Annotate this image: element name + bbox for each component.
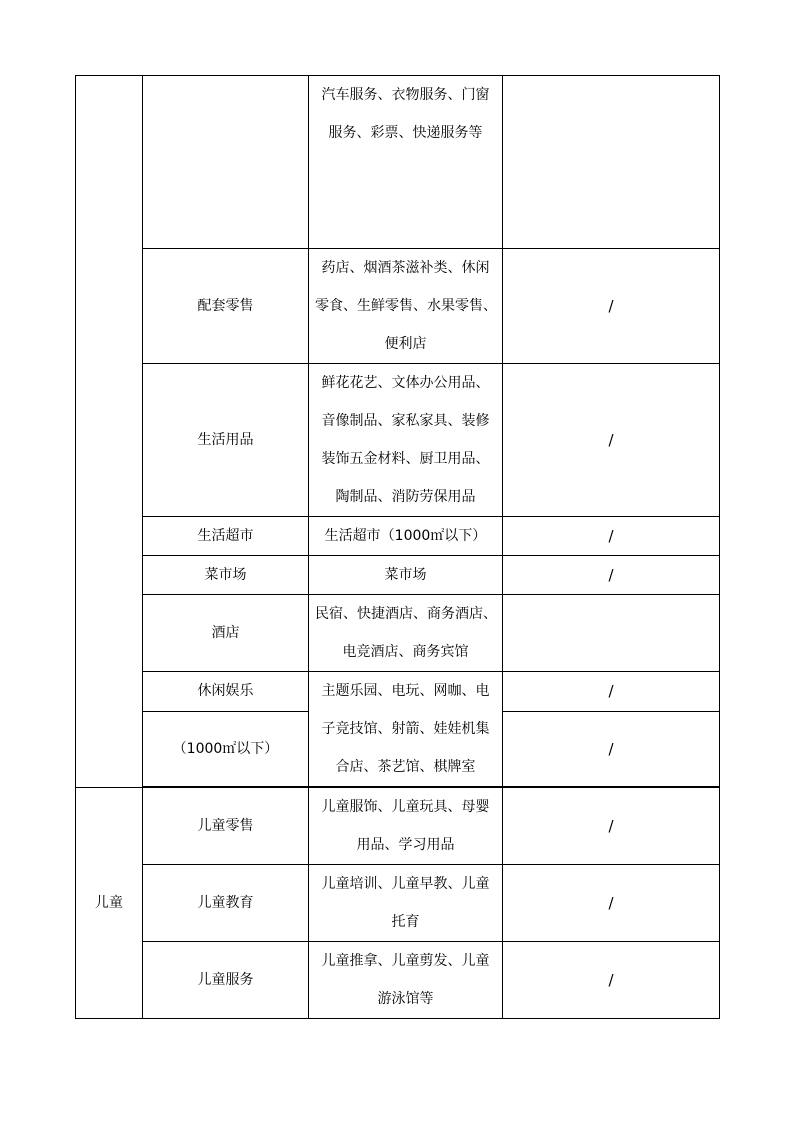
- description-line: 药店、烟酒茶滋补类、休闲: [321, 260, 490, 276]
- table-row: [76, 672, 720, 712]
- subcategory-cell: 儿童服务: [143, 942, 309, 1019]
- description-line: 民宿、快捷酒店、商务酒店、: [315, 606, 497, 622]
- description-cell: [309, 865, 503, 942]
- description-line: 服务、彩票、快递服务等: [328, 125, 483, 141]
- description-cell: [309, 595, 503, 672]
- description-line: 便利店: [384, 336, 427, 352]
- table-row: [76, 249, 720, 364]
- description-cell: [309, 788, 503, 865]
- mark-cell: /: [503, 364, 720, 517]
- table-row: [76, 942, 720, 1019]
- description-cell: [309, 249, 503, 364]
- mark-cell: [503, 595, 720, 672]
- mark-cell: /: [503, 942, 720, 1019]
- table-row: [76, 76, 720, 249]
- table-row: [76, 595, 720, 672]
- subcategory-cell: 儿童零售: [143, 788, 309, 865]
- description-line: 零食、生鲜零售、水果零售、: [315, 298, 497, 314]
- mark-cell: [503, 76, 720, 249]
- description-line: 生活超市（1000㎡以下）: [324, 528, 487, 544]
- description-line: 音像制品、家私家具、装修: [321, 413, 490, 429]
- description-cell: [309, 556, 503, 595]
- description-cell: [309, 76, 503, 249]
- table-row: [76, 364, 720, 517]
- table-row: [76, 517, 720, 556]
- description-line: 游泳馆等: [377, 991, 434, 1007]
- subcategory-cell: [143, 76, 309, 249]
- subcategory-cell: 生活超市: [143, 517, 309, 556]
- description-cell: [309, 672, 503, 787]
- description-line: 菜市场: [384, 567, 427, 583]
- mark-cell: /: [503, 711, 720, 786]
- table-row: [76, 556, 720, 595]
- category-table: [75, 75, 720, 1019]
- mark-cell: /: [503, 249, 720, 364]
- description-line: 子竞技馆、射箭、娃娃机集: [321, 721, 490, 737]
- table-row: [76, 865, 720, 942]
- description-line: 电竞酒店、商务宾馆: [342, 644, 469, 660]
- subcategory-cell: 配套零售: [143, 249, 309, 364]
- subcategory-note-cell: （1000㎡以下）: [143, 711, 309, 786]
- description-cell: [309, 517, 503, 556]
- category-cell: 儿童: [76, 788, 143, 1019]
- description-line: 汽车服务、衣物服务、门窗: [321, 87, 490, 103]
- description-line: 鲜花花艺、文体办公用品、: [321, 375, 490, 391]
- subcategory-cell: 菜市场: [143, 556, 309, 595]
- description-line: 装饰五金材料、厨卫用品、: [321, 451, 490, 467]
- mark-cell: /: [503, 788, 720, 865]
- description-cell: [309, 364, 503, 517]
- table-row: [76, 788, 720, 865]
- mark-cell: /: [503, 865, 720, 942]
- description-line: 主题乐园、电玩、网咖、电: [321, 683, 490, 699]
- mark-cell: /: [503, 672, 720, 712]
- subcategory-cell: 酒店: [143, 595, 309, 672]
- description-line: 托育: [391, 914, 420, 930]
- subcategory-cell: 儿童教育: [143, 865, 309, 942]
- description-cell: [309, 942, 503, 1019]
- subcategory-cell: 休闲娱乐: [143, 672, 309, 712]
- description-line: 儿童服饰、儿童玩具、母婴: [321, 799, 490, 815]
- mark-cell: /: [503, 517, 720, 556]
- description-line: 合店、茶艺馆、棋牌室: [335, 759, 476, 775]
- description-line: 用品、学习用品: [356, 837, 455, 853]
- subcategory-cell: 生活用品: [143, 364, 309, 517]
- description-line: 儿童培训、儿童早教、儿童: [321, 876, 490, 892]
- mark-cell: /: [503, 556, 720, 595]
- description-line: 陶制品、消防劳保用品: [335, 489, 476, 505]
- category-cell: [76, 76, 143, 788]
- description-line: 儿童推拿、儿童剪发、儿童: [321, 953, 490, 969]
